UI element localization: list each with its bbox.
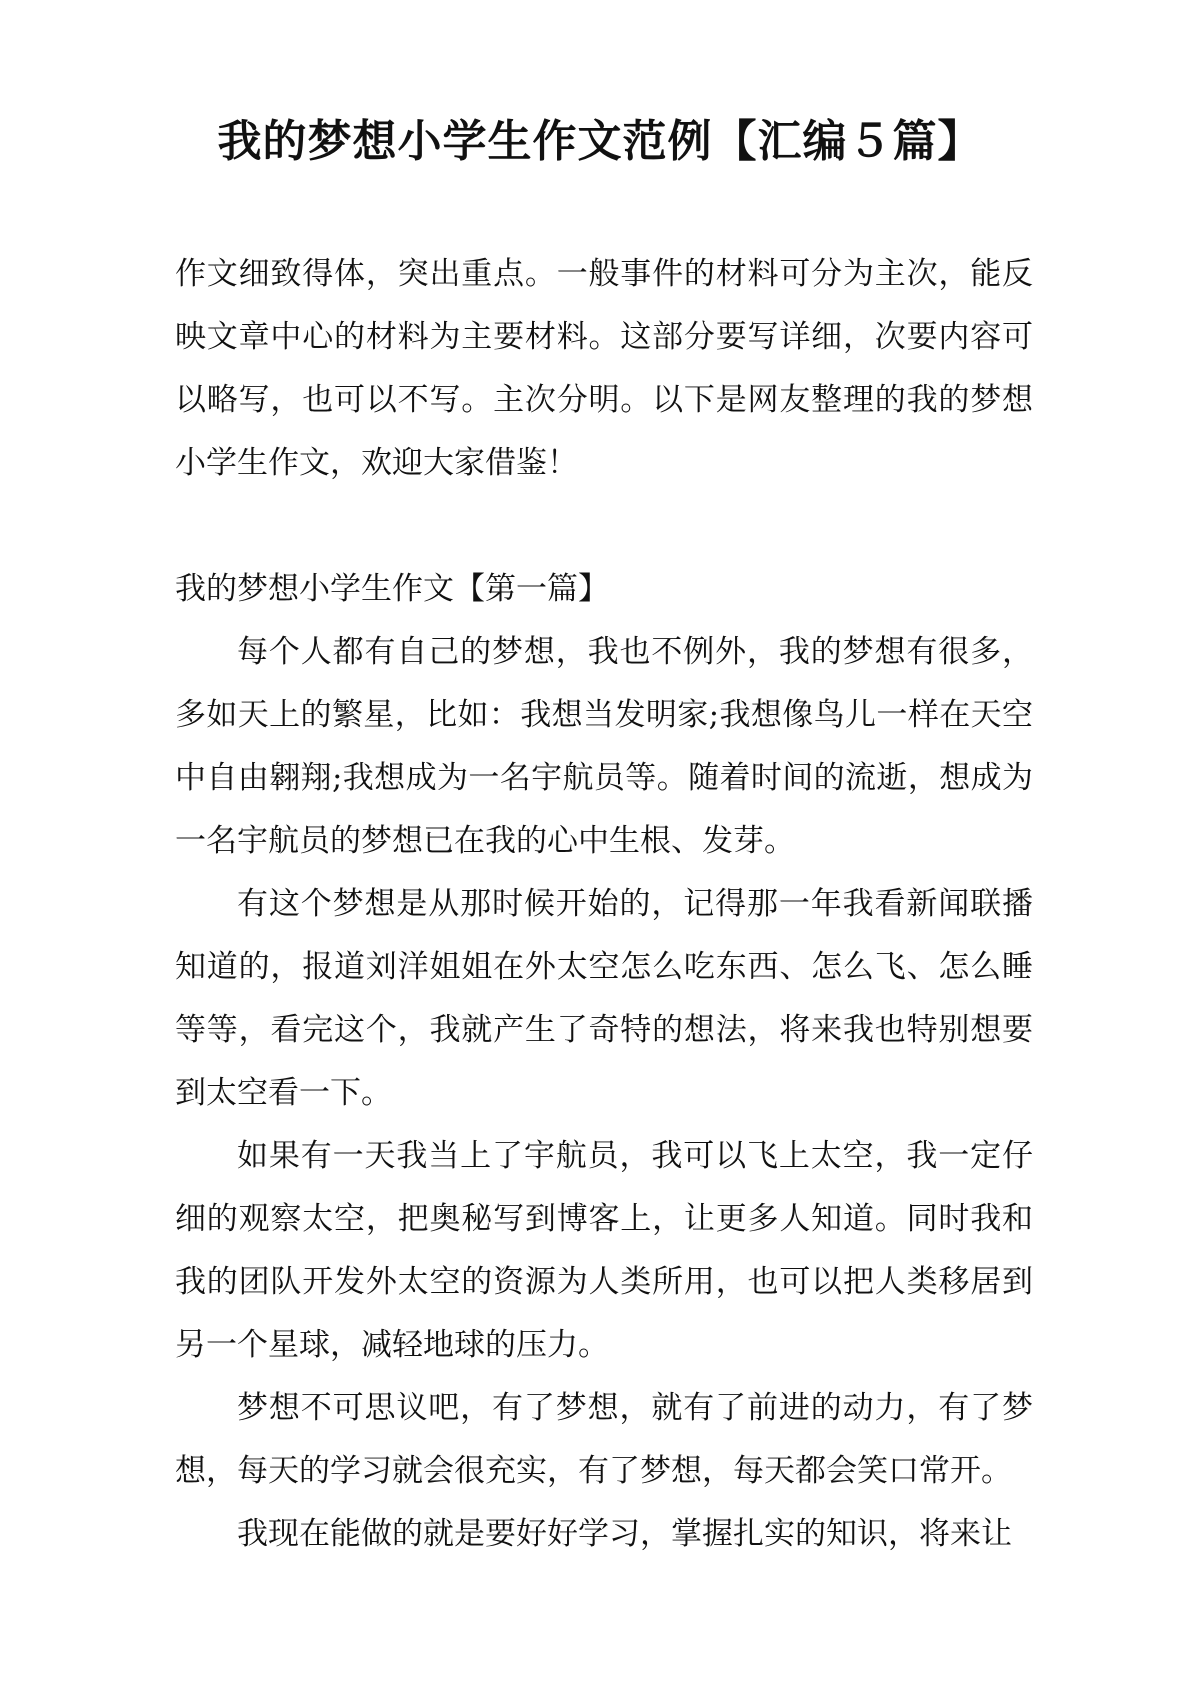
- section-heading: 我的梦想小学生作文【第一篇】: [175, 571, 609, 607]
- article-paragraph-1: 每个人都有自己的梦想，我也不例外，我的梦想有很多，多如天上的繁星，比如：我想当发明家;我想像鸟儿一样在天空中自由翱翔;我想成为一名宇航员等。随着时间的流逝，想成为一名宇航员的梦想已在我的心中生根、发芽。: [175, 634, 1033, 859]
- article-body: [175, 621, 1033, 1566]
- article-paragraph-5: 我现在能做的就是要好好学习，掌握扎实的知识，将来让: [237, 1516, 1012, 1552]
- article-paragraph-3: 如果有一天我当上了宇航员，我可以飞上太空，我一定仔细的观察太空，把奥秘写到博客上，让更多人知道。同时我和我的团队开发外太空的资源为人类所用，也可以把人类移居到另一个星球，减轻地球的压力。: [175, 1138, 1033, 1363]
- article-paragraph-4: 梦想不可思议吧，有了梦想，就有了前进的动力，有了梦想，每天的学习就会很充实，有了梦想，每天都会笑口常开。: [175, 1390, 1033, 1489]
- document-title: 我的梦想小学生作文范例【汇编５篇】: [217, 116, 983, 167]
- intro-paragraph: 作文细致得体，突出重点。一般事件的材料可分为主次，能反映文章中心的材料为主要材料。这部分要写详细，次要内容可以略写，也可以不写。主次分明。以下是网友整理的我的梦想小学生作文，欢迎大家借鉴！: [175, 256, 1033, 481]
- article-paragraph-2: 有这个梦想是从那时候开始的，记得那一年我看新闻联播知道的，报道刘洋姐姐在外太空怎么吃东西、怎么飞、怎么睡等等，看完这个，我就产生了奇特的想法，将来我也特别想要到太空看一下。: [175, 886, 1033, 1111]
